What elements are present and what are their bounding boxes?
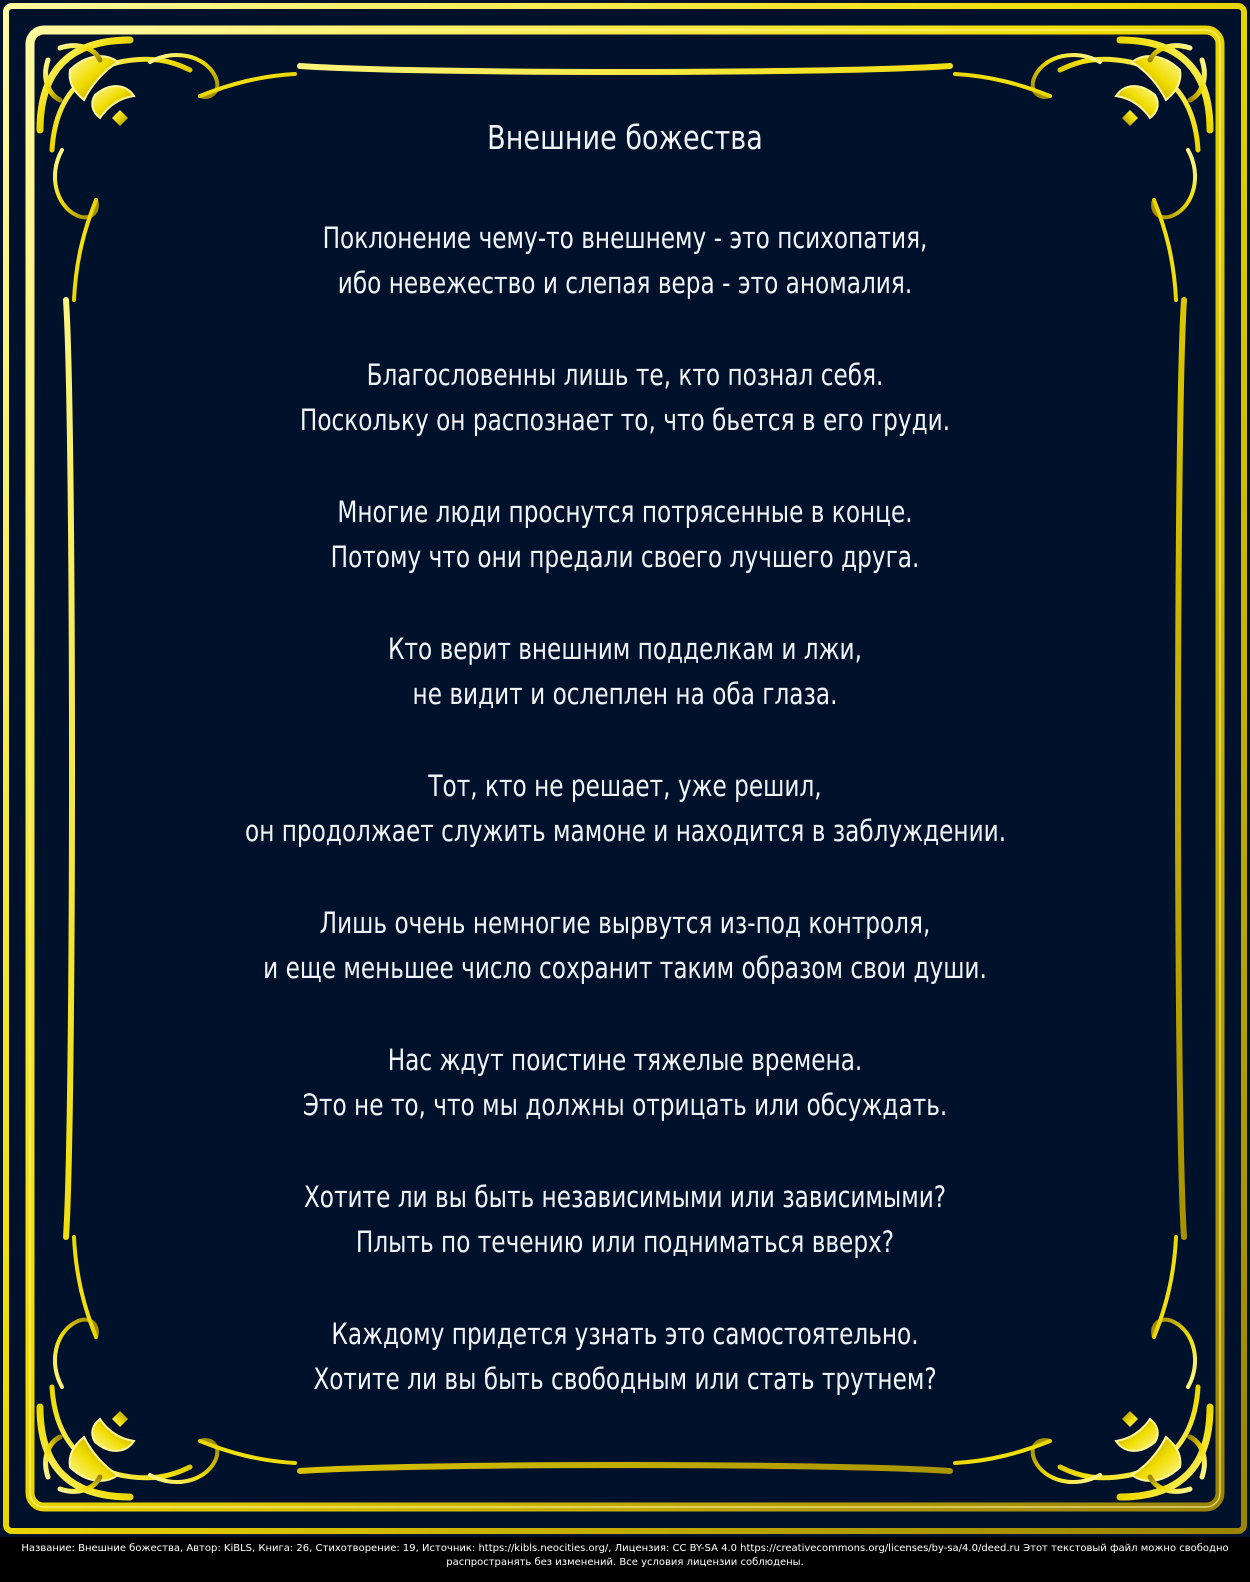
poem-line: и еще меньшее число сохранит таким образом свои души. — [263, 951, 987, 985]
stanza — [150, 764, 1100, 854]
poem — [150, 108, 1100, 1449]
poem-line: Нас ждут поистине тяжелые времена. — [387, 1043, 863, 1077]
poem-line: Хотите ли вы быть свободным или стать трутнем? — [313, 1362, 937, 1396]
poem-line: Многие люди проснутся потрясенные в конце. — [337, 495, 913, 529]
stanza — [150, 1312, 1100, 1402]
stanza — [150, 216, 1100, 306]
poem-line: Поскольку он распознает то, что бьется в его груди. — [299, 403, 951, 437]
stanza — [150, 627, 1100, 717]
stanza — [150, 490, 1100, 580]
poem-line: Тот, кто не решает, уже решил, — [428, 769, 822, 803]
poem-line: Хотите ли вы быть независимыми или зависимыми? — [303, 1180, 947, 1214]
poem-line: Плыть по течению или подниматься вверх? — [355, 1225, 895, 1259]
license-footer — [0, 1540, 1250, 1582]
footer-line: распространять без изменений. Все условия лицензии соблюдены. — [446, 1557, 804, 1568]
poem-title: Внешние божества — [487, 118, 763, 157]
footer-line: Название: Внешние божества, Автор: KiBLS, Книга: 26, Стихотворение: 19, Источник: https://kibls.neocities.org/, Лицензия: CC BY-SA 4.0 https://creativecommons.org/licenses/by-sa/4.0/deed.ru Этот текстовый файл можно свободно — [21, 1543, 1229, 1554]
poem-line: Это не то, что мы должны отрицать или обсуждать. — [302, 1088, 948, 1122]
poem-line: Потому что они предали своего лучшего друга. — [330, 540, 920, 574]
poem-line: Поклонение чему-то внешнему - это психопатия, — [322, 221, 928, 255]
poem-line: ибо невежество и слепая вера - это аномалия. — [337, 266, 913, 300]
poem-line: он продолжает служить мамоне и находится в заблуждении. — [245, 814, 1007, 848]
poem-line: Каждому придется узнать это самостоятельно. — [331, 1317, 919, 1351]
poem-line: Лишь очень немногие вырвутся из-под контроля, — [319, 906, 931, 940]
poem-line: Кто верит внешним подделкам и лжи, — [388, 632, 862, 666]
stanza — [150, 1038, 1100, 1128]
poem-line: Благословенны лишь те, кто познал себя. — [366, 358, 884, 392]
stanza — [150, 901, 1100, 991]
stanza — [150, 1175, 1100, 1265]
stanza — [150, 353, 1100, 443]
poem-line: не видит и ослеплен на оба глаза. — [412, 677, 838, 711]
